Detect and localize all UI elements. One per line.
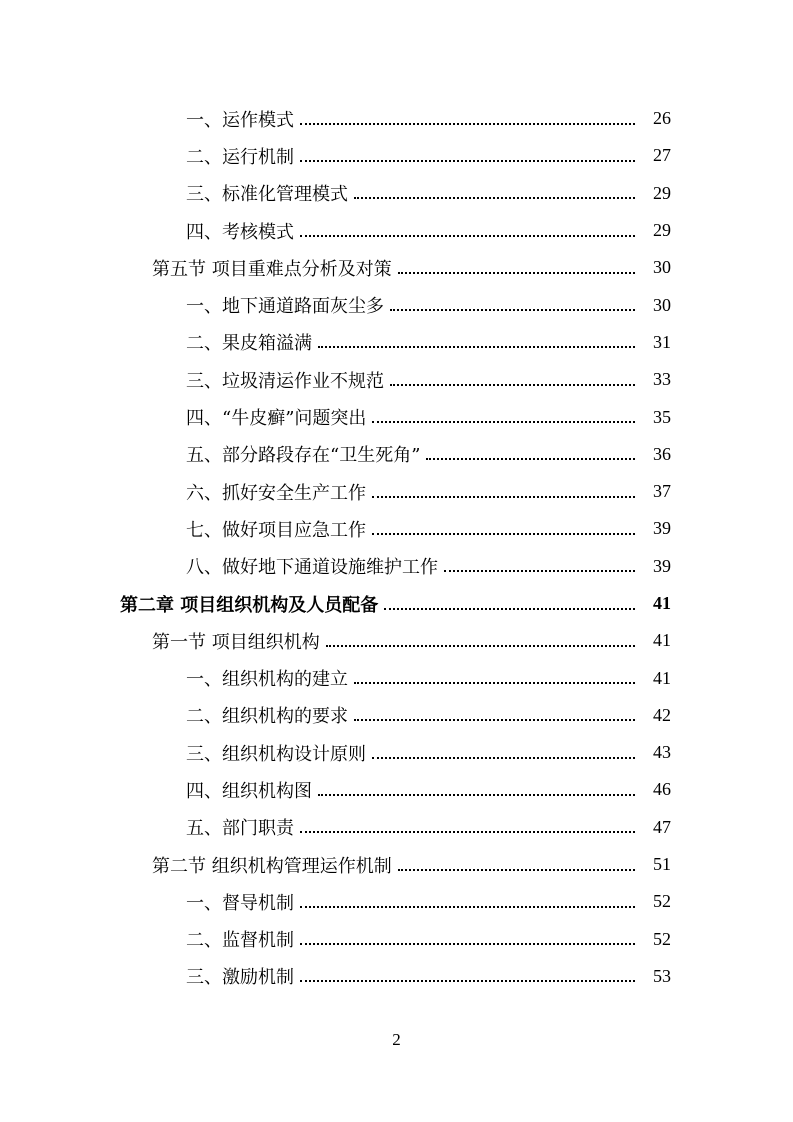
toc-entry-page: 33 bbox=[653, 369, 671, 390]
toc-entry-title: 五、部门职责 bbox=[186, 814, 298, 840]
toc-entry-page: 41 bbox=[653, 630, 671, 651]
toc-entry-page: 43 bbox=[653, 742, 671, 763]
toc-entry[interactable] bbox=[0, 473, 793, 510]
toc-entry-page: 26 bbox=[653, 108, 671, 129]
toc-entry[interactable] bbox=[0, 846, 793, 883]
toc-entry[interactable] bbox=[0, 137, 793, 174]
table-of-contents bbox=[0, 100, 793, 995]
toc-entry[interactable] bbox=[0, 921, 793, 958]
toc-entry-page: 46 bbox=[653, 779, 671, 800]
toc-entry-page: 36 bbox=[653, 443, 671, 464]
toc-entry[interactable] bbox=[0, 809, 793, 846]
toc-entry[interactable] bbox=[0, 659, 793, 696]
toc-entry[interactable] bbox=[0, 361, 793, 398]
toc-entry[interactable] bbox=[0, 548, 793, 585]
toc-entry-page: 37 bbox=[653, 481, 671, 502]
dot-leader bbox=[372, 533, 635, 535]
toc-entry-page: 52 bbox=[653, 928, 671, 949]
toc-entry-title: 五、部分路段存在“卫生死角” bbox=[186, 441, 424, 467]
dot-leader bbox=[318, 346, 635, 348]
toc-entry-page: 42 bbox=[653, 704, 671, 725]
dot-leader bbox=[372, 421, 635, 423]
toc-entry[interactable] bbox=[0, 883, 793, 920]
toc-entry-title: 第一节 项目组织机构 bbox=[152, 628, 324, 654]
toc-entry-title: 一、督导机制 bbox=[186, 889, 298, 915]
toc-entry-page: 30 bbox=[653, 294, 671, 315]
toc-entry[interactable] bbox=[0, 100, 793, 137]
toc-entry-title: 二、监督机制 bbox=[186, 926, 298, 952]
dot-leader bbox=[354, 197, 635, 199]
toc-entry-title: 二、运行机制 bbox=[186, 143, 298, 169]
dot-leader bbox=[318, 794, 635, 796]
toc-entry-title: 三、组织机构设计原则 bbox=[186, 740, 370, 766]
dot-leader bbox=[354, 682, 635, 684]
toc-entry-title: 第二节 组织机构管理运作机制 bbox=[152, 852, 396, 878]
dot-leader bbox=[390, 309, 635, 311]
toc-entry-page: 53 bbox=[653, 965, 671, 986]
toc-entry[interactable] bbox=[0, 734, 793, 771]
toc-entry[interactable] bbox=[0, 622, 793, 659]
toc-entry[interactable] bbox=[0, 697, 793, 734]
toc-entry-title: 二、组织机构的要求 bbox=[186, 702, 352, 728]
dot-leader bbox=[300, 906, 635, 908]
toc-entry-title: 四、“牛皮癣”问题突出 bbox=[186, 404, 370, 430]
dot-leader bbox=[398, 869, 635, 871]
toc-entry-page: 35 bbox=[653, 406, 671, 427]
toc-entry[interactable] bbox=[0, 436, 793, 473]
toc-entry-page: 30 bbox=[653, 257, 671, 278]
dot-leader bbox=[372, 757, 635, 759]
toc-entry-title: 第五节 项目重难点分析及对策 bbox=[152, 255, 396, 281]
dot-leader bbox=[390, 384, 635, 386]
toc-entry-title: 三、激励机制 bbox=[186, 963, 298, 989]
dot-leader bbox=[300, 980, 635, 982]
toc-entry-title: 一、运作模式 bbox=[186, 106, 298, 132]
toc-entry-page: 31 bbox=[653, 331, 671, 352]
toc-entry[interactable] bbox=[0, 771, 793, 808]
toc-entry[interactable] bbox=[0, 510, 793, 547]
toc-entry[interactable] bbox=[0, 286, 793, 323]
dot-leader bbox=[354, 719, 635, 721]
toc-entry-page: 39 bbox=[653, 555, 671, 576]
dot-leader bbox=[384, 608, 635, 610]
toc-entry-page: 27 bbox=[653, 145, 671, 166]
toc-entry-page: 29 bbox=[653, 220, 671, 241]
toc-entry[interactable] bbox=[0, 585, 793, 622]
toc-entry-title: 三、标准化管理模式 bbox=[186, 180, 352, 206]
toc-entry-title: 四、组织机构图 bbox=[186, 777, 316, 803]
dot-leader bbox=[372, 496, 635, 498]
toc-entry[interactable] bbox=[0, 324, 793, 361]
dot-leader bbox=[426, 458, 635, 460]
toc-entry-title: 三、垃圾清运作业不规范 bbox=[186, 367, 388, 393]
dot-leader bbox=[300, 235, 635, 237]
toc-entry[interactable] bbox=[0, 398, 793, 435]
toc-entry[interactable] bbox=[0, 212, 793, 249]
dot-leader bbox=[444, 570, 635, 572]
toc-entry-title: 六、抓好安全生产工作 bbox=[186, 479, 370, 505]
toc-entry-title: 第二章 项目组织机构及人员配备 bbox=[120, 591, 382, 617]
dot-leader bbox=[300, 160, 635, 162]
page-number: 2 bbox=[392, 1030, 401, 1049]
toc-entry[interactable] bbox=[0, 175, 793, 212]
toc-entry-title: 八、做好地下通道设施维护工作 bbox=[186, 553, 442, 579]
toc-entry-title: 二、果皮箱溢满 bbox=[186, 329, 316, 355]
dot-leader bbox=[398, 272, 635, 274]
toc-entry-page: 51 bbox=[653, 854, 671, 875]
toc-entry-page: 41 bbox=[653, 593, 671, 613]
toc-entry-title: 四、考核模式 bbox=[186, 218, 298, 244]
toc-entry-page: 41 bbox=[653, 667, 671, 688]
dot-leader bbox=[300, 123, 635, 125]
dot-leader bbox=[300, 943, 635, 945]
toc-entry-page: 39 bbox=[653, 518, 671, 539]
toc-entry-page: 29 bbox=[653, 182, 671, 203]
dot-leader bbox=[300, 831, 635, 833]
toc-entry-page: 47 bbox=[653, 816, 671, 837]
toc-entry[interactable] bbox=[0, 249, 793, 286]
toc-entry[interactable] bbox=[0, 958, 793, 995]
toc-entry-page: 52 bbox=[653, 891, 671, 912]
toc-entry-title: 一、组织机构的建立 bbox=[186, 665, 352, 691]
toc-entry-title: 七、做好项目应急工作 bbox=[186, 516, 370, 542]
dot-leader bbox=[326, 645, 635, 647]
toc-entry-title: 一、地下通道路面灰尘多 bbox=[186, 292, 388, 318]
